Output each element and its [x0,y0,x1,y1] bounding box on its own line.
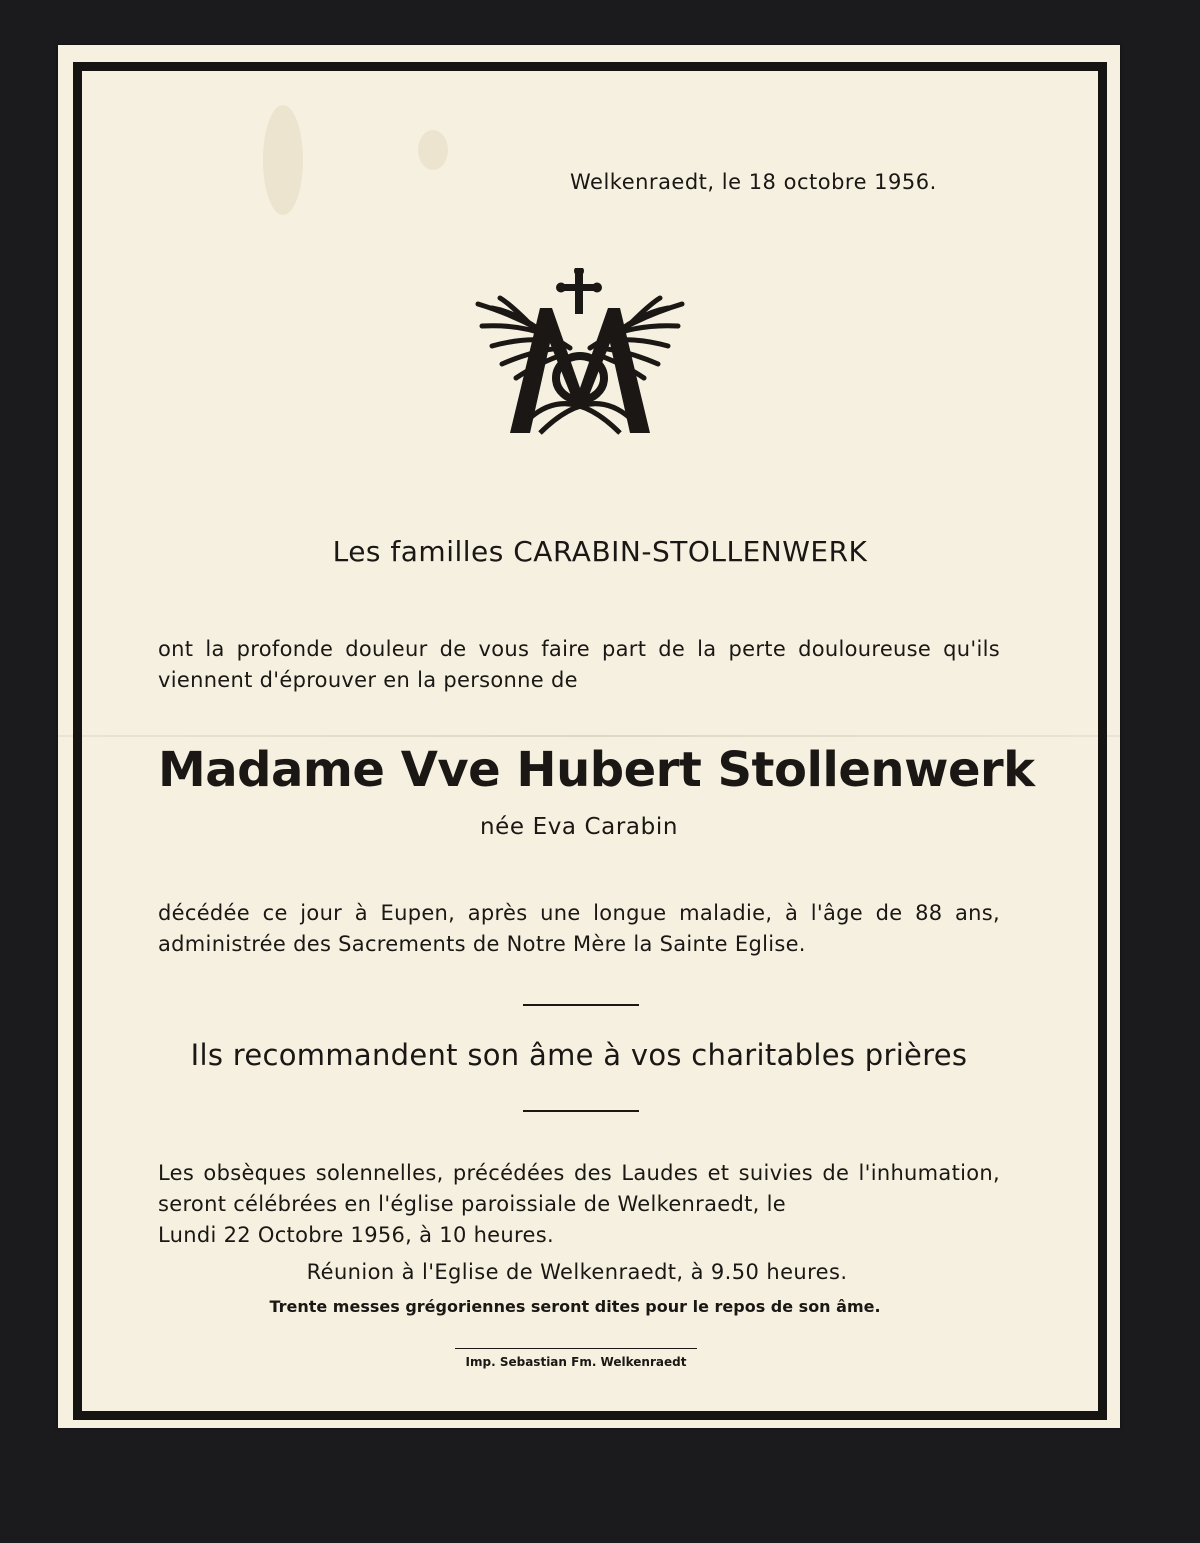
footer-rule [455,1348,697,1349]
maiden-name: née Eva Carabin [479,814,678,840]
intro-paragraph: ont la profonde douleur de vous faire part de la perte douloureuse qu'ils viennent d'éprouver en la personne de [158,637,1000,692]
funeral-text: Les obsèques solennelles, précédées des Laudes et suivies de l'inhumation, seront célébrées en l'église paroissiale de Welkenraedt, le [158,1161,1000,1216]
printer-credit: Imp. Sebastian Fm. Welkenraedt [465,1355,687,1369]
funeral-date: Lundi 22 Octobre 1956, à 10 heures. [158,1223,554,1247]
prayer-request: Ils recommandent son âme à vos charitables prières [190,1038,968,1072]
divider [523,1110,639,1112]
deceased-name: Madame Vve Hubert Stollenwerk [158,742,1035,798]
masses-notice: Trente messes grégoriennes seront dites pour le repos de son âme. [269,1297,881,1316]
families-heading: Les familles CARABIN-STOLLENWERK [332,535,868,568]
cross-palm-monogram-emblem-icon [470,268,690,438]
place-date: Welkenraedt, le 18 octobre 1956. [570,170,937,194]
funeral-paragraph [158,1158,1000,1251]
death-notice-paragraph: décédée ce jour à Eupen, après une longue maladie, à l'âge de 88 ans, administrée des Sacrements de Notre Mère la Sainte Eglise. [158,901,1000,956]
meeting-notice: Réunion à l'Eglise de Welkenraedt, à 9.50 heures. [306,1260,848,1284]
divider [523,1004,639,1006]
